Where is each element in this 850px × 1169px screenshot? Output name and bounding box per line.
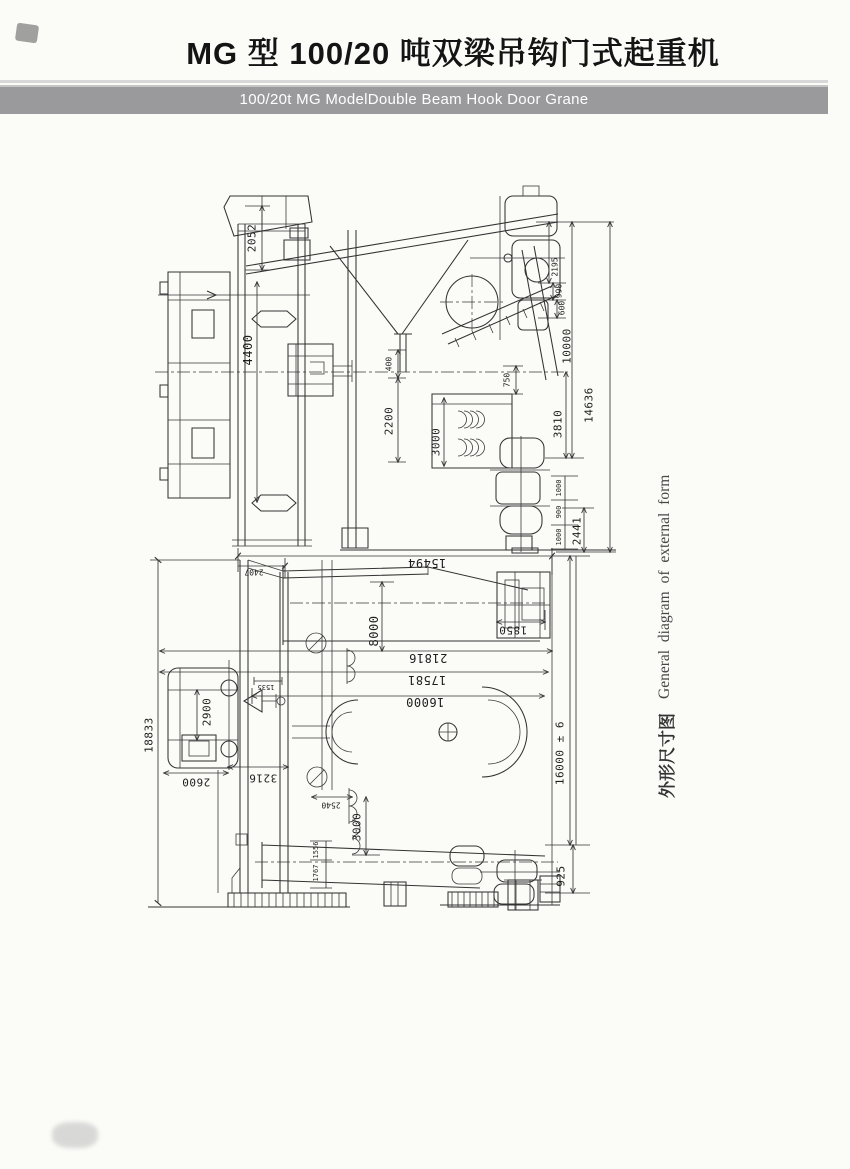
dim-label: 16000 ± 6 xyxy=(553,720,567,786)
dim-label: 2407 xyxy=(244,567,264,577)
dim-label: 3810 xyxy=(551,409,565,439)
dim-label: 4400 xyxy=(241,334,255,366)
lower-view-plan xyxy=(148,556,560,910)
dim-label: 2441 xyxy=(570,516,584,546)
dim-label: 18833 xyxy=(142,717,156,753)
dim-label: 14636 xyxy=(582,387,596,423)
lower-view-dimensions xyxy=(143,548,591,903)
dim-label: 2900 xyxy=(200,697,214,727)
dim-label: 2600 xyxy=(181,775,211,789)
dim-label: 16000 xyxy=(405,695,445,709)
page-subtitle: 100/20t MG ModelDouble Beam Hook Door Grane xyxy=(239,91,589,108)
page-title: MG 型 100/20 吨双梁吊钩门式起重机 xyxy=(186,36,720,71)
dim-label: 1850 xyxy=(498,623,528,637)
dim-label: 1000 xyxy=(555,528,563,546)
caption-en: General diagram of external form xyxy=(656,474,673,699)
dim-label: 21816 xyxy=(408,651,448,665)
dim-label: 400 xyxy=(384,356,394,372)
figure-caption xyxy=(650,420,680,798)
dim-label: 15494 xyxy=(407,556,447,570)
dim-label: 3000 xyxy=(350,812,364,842)
dim-label: 10000 xyxy=(560,328,574,364)
dim-label: 8000 xyxy=(367,615,381,647)
dim-label: 3000 xyxy=(429,427,443,457)
dim-label: 900 xyxy=(555,505,563,519)
dim-label: 990 xyxy=(554,283,564,299)
dim-label: 2540 xyxy=(321,800,341,810)
dim-label: 1556 xyxy=(312,841,320,859)
dim-label: 1535 xyxy=(257,683,275,691)
dim-label: 1767 xyxy=(312,864,320,882)
dim-label: 2052 xyxy=(245,223,259,253)
dim-label: 600 xyxy=(557,300,567,316)
dim-label: 1000 xyxy=(555,479,563,497)
caption-zh: 外形尺寸图 xyxy=(657,713,677,798)
dim-label: 3216 xyxy=(248,771,278,785)
dim-label: 17581 xyxy=(407,673,447,687)
dim-label: 925 xyxy=(554,865,568,887)
dim-label: 2200 xyxy=(382,406,396,436)
dim-label: 750 xyxy=(502,372,512,388)
dim-label: 2195 xyxy=(550,257,560,277)
